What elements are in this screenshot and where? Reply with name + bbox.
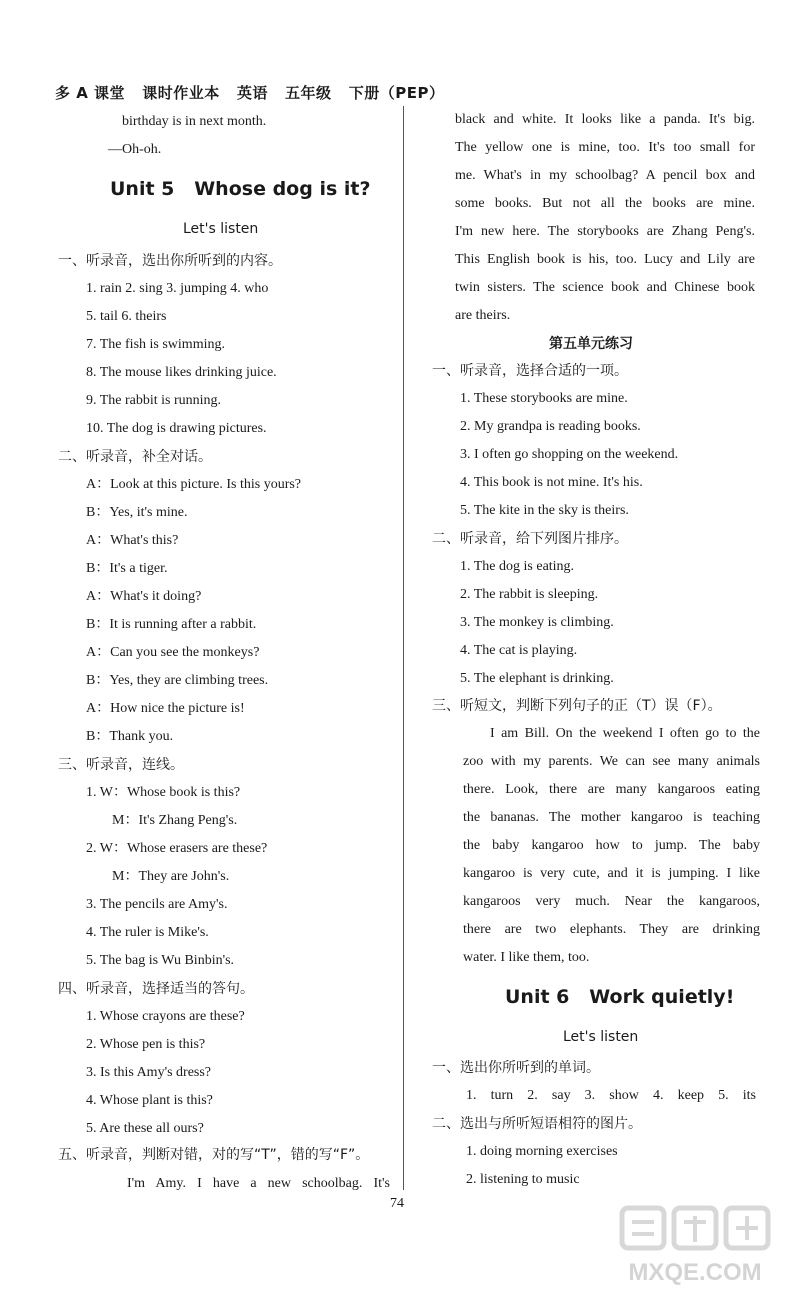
passage-text: black and white. It looks like a panda. It's big. <box>455 112 755 127</box>
passage-text: some books. But not all the books are mine. <box>455 196 755 211</box>
section-heading: 二、听录音，补全对话。 <box>58 449 212 465</box>
answer-line: 1. Whose crayons are these? <box>86 1009 245 1024</box>
dialogue-line: A：What's this? <box>86 533 179 548</box>
answer-line: 1. rain 2. sing 3. jumping 4. who <box>86 281 269 296</box>
answer-line: 1. doing morning exercises <box>466 1144 618 1159</box>
dialogue-line: B：Yes, they are climbing trees. <box>86 673 269 688</box>
passage-text: twin sisters. The science book and Chinese book <box>455 280 755 295</box>
column-divider <box>403 106 404 1190</box>
answer-line: M：They are John's. <box>112 869 230 884</box>
dialogue-line: A：Can you see the monkeys? <box>86 645 260 660</box>
text-line: birthday is in next month. <box>122 114 267 129</box>
passage-line <box>455 167 755 185</box>
answer-line: 4. Whose plant is this? <box>86 1093 213 1108</box>
passage-line <box>463 921 760 939</box>
dialogue-line: B：It is running after a rabbit. <box>86 617 257 632</box>
answer-line: 2. Whose pen is this? <box>86 1037 206 1052</box>
section-heading: 一、听录音，选出你所听到的内容。 <box>58 253 282 269</box>
page-header: 多 A 课堂 课时作业本 英语 五年级 下册（PEP） <box>55 84 445 102</box>
dialogue-line: A：Look at this picture. Is this yours? <box>86 477 302 492</box>
answer-line: 9. The rabbit is running. <box>86 393 222 408</box>
dialogue-line: B：Yes, it's mine. <box>86 505 188 520</box>
answer-line: 3. Is this Amy's dress? <box>86 1065 212 1080</box>
answer-text: 1. turn 2. say 3. show 4. keep 5. its <box>466 1088 756 1103</box>
answer-line: 3. The monkey is climbing. <box>460 615 614 630</box>
answer-line: 1. These storybooks are mine. <box>460 391 628 406</box>
answer-line: 3. I often go shopping on the weekend. <box>460 447 679 462</box>
passage-text: there are two elephants. They are drinking <box>463 922 760 937</box>
unit-6-title: Unit 6 Work quietly! <box>505 986 735 1008</box>
passage-line <box>463 865 760 883</box>
answer-line: 1. W：Whose book is this? <box>86 785 241 800</box>
passage-line: water. I like them, too. <box>463 950 590 965</box>
passage-line <box>490 725 760 743</box>
passage-text: there. Look, there are many kangaroos eating <box>463 782 760 797</box>
section-heading: 一、选出你所听到的单词。 <box>432 1060 600 1076</box>
section-heading: 三、听短文，判断下列句子的正（T）误（F）。 <box>432 698 722 714</box>
section-heading: 五、听录音，判断对错，对的写“T”，错的写“F”。 <box>58 1147 370 1163</box>
passage-text: kangaroos very much. Near the kangaroos, <box>463 894 760 909</box>
dialogue-line: B：Thank you. <box>86 729 174 744</box>
passage-line <box>463 893 760 911</box>
passage-text: I'm new here. The storybooks are Zhang Peng's. <box>455 224 755 239</box>
passage-line <box>127 1175 390 1193</box>
lets-listen-heading: Let's listen <box>563 1029 639 1045</box>
passage-line <box>463 809 760 827</box>
answer-line: 10. The dog is drawing pictures. <box>86 421 267 436</box>
answer-line: 1. The dog is eating. <box>460 559 575 574</box>
passage-line <box>455 195 755 213</box>
passage-text: I am Bill. On the weekend I often go to the <box>490 726 760 741</box>
page-number: 74 <box>390 1196 404 1211</box>
answer-line: 2. My grandpa is reading books. <box>460 419 641 434</box>
answer-line: 4. This book is not mine. It's his. <box>460 475 643 490</box>
lets-listen-heading: Let's listen <box>183 221 259 237</box>
answer-line: 4. The ruler is Mike's. <box>86 925 209 940</box>
passage-text: zoo with my parents. We can see many animals <box>463 754 760 769</box>
passage-text: the bananas. The mother kangaroo is teaching <box>463 810 760 825</box>
answer-line: 5. The kite in the sky is theirs. <box>460 503 629 518</box>
section-heading: 三、听录音，连线。 <box>58 757 184 773</box>
passage-text: kangaroo is very cute, and it is jumping. I like <box>463 866 760 881</box>
answer-line <box>466 1087 756 1105</box>
passage-line <box>455 279 755 297</box>
answer-line: 8. The mouse likes drinking juice. <box>86 365 277 380</box>
text-line: —Oh-oh. <box>108 142 162 157</box>
passage-text: This English book is his, too. Lucy and Lily are <box>455 252 755 267</box>
answer-line: 5. Are these all ours? <box>86 1121 204 1136</box>
answer-line: 5. The elephant is drinking. <box>460 671 614 686</box>
passage-line <box>463 781 760 799</box>
answer-line: M：It's Zhang Peng's. <box>112 813 238 828</box>
svg-text:MXQE.COM: MXQE.COM <box>628 1259 762 1286</box>
answer-line: 2. W：Whose erasers are these? <box>86 841 268 856</box>
answer-line: 3. The pencils are Amy's. <box>86 897 228 912</box>
passage-text: The yellow one is mine, too. It's too small for <box>455 140 755 155</box>
passage-text: the baby kangaroo how to jump. The baby <box>463 838 760 853</box>
watermark-logo <box>600 1200 790 1290</box>
passage-line: are theirs. <box>455 308 511 323</box>
passage-line <box>463 837 760 855</box>
passage-line <box>455 223 755 241</box>
passage-text: I'm Amy. I have a new schoolbag. It's <box>127 1176 390 1191</box>
passage-line <box>455 139 755 157</box>
passage-line <box>463 753 760 771</box>
answer-line: 5. tail 6. theirs <box>86 309 167 324</box>
passage-text: me. What's in my schoolbag? A pencil box and <box>455 168 755 183</box>
answer-line: 7. The fish is swimming. <box>86 337 225 352</box>
section-heading: 四、听录音，选择适当的答句。 <box>58 981 254 997</box>
answer-line: 4. The cat is playing. <box>460 643 578 658</box>
dialogue-line: A：How nice the picture is! <box>86 701 245 716</box>
unit-5-title: Unit 5 Whose dog is it? <box>110 178 371 200</box>
dialogue-line: A：What's it doing? <box>86 589 202 604</box>
answer-line: 2. listening to music <box>466 1172 580 1187</box>
section-heading: 二、听录音，给下列图片排序。 <box>432 531 628 547</box>
section-heading: 一、听录音，选择合适的一项。 <box>432 363 628 379</box>
practice-heading: 第五单元练习 <box>549 336 633 352</box>
answer-line: 5. The bag is Wu Binbin's. <box>86 953 235 968</box>
passage-line <box>455 111 755 129</box>
passage-line <box>455 251 755 269</box>
dialogue-line: B：It's a tiger. <box>86 561 168 576</box>
section-heading: 二、选出与所听短语相符的图片。 <box>432 1116 642 1132</box>
answer-line: 2. The rabbit is sleeping. <box>460 587 599 602</box>
